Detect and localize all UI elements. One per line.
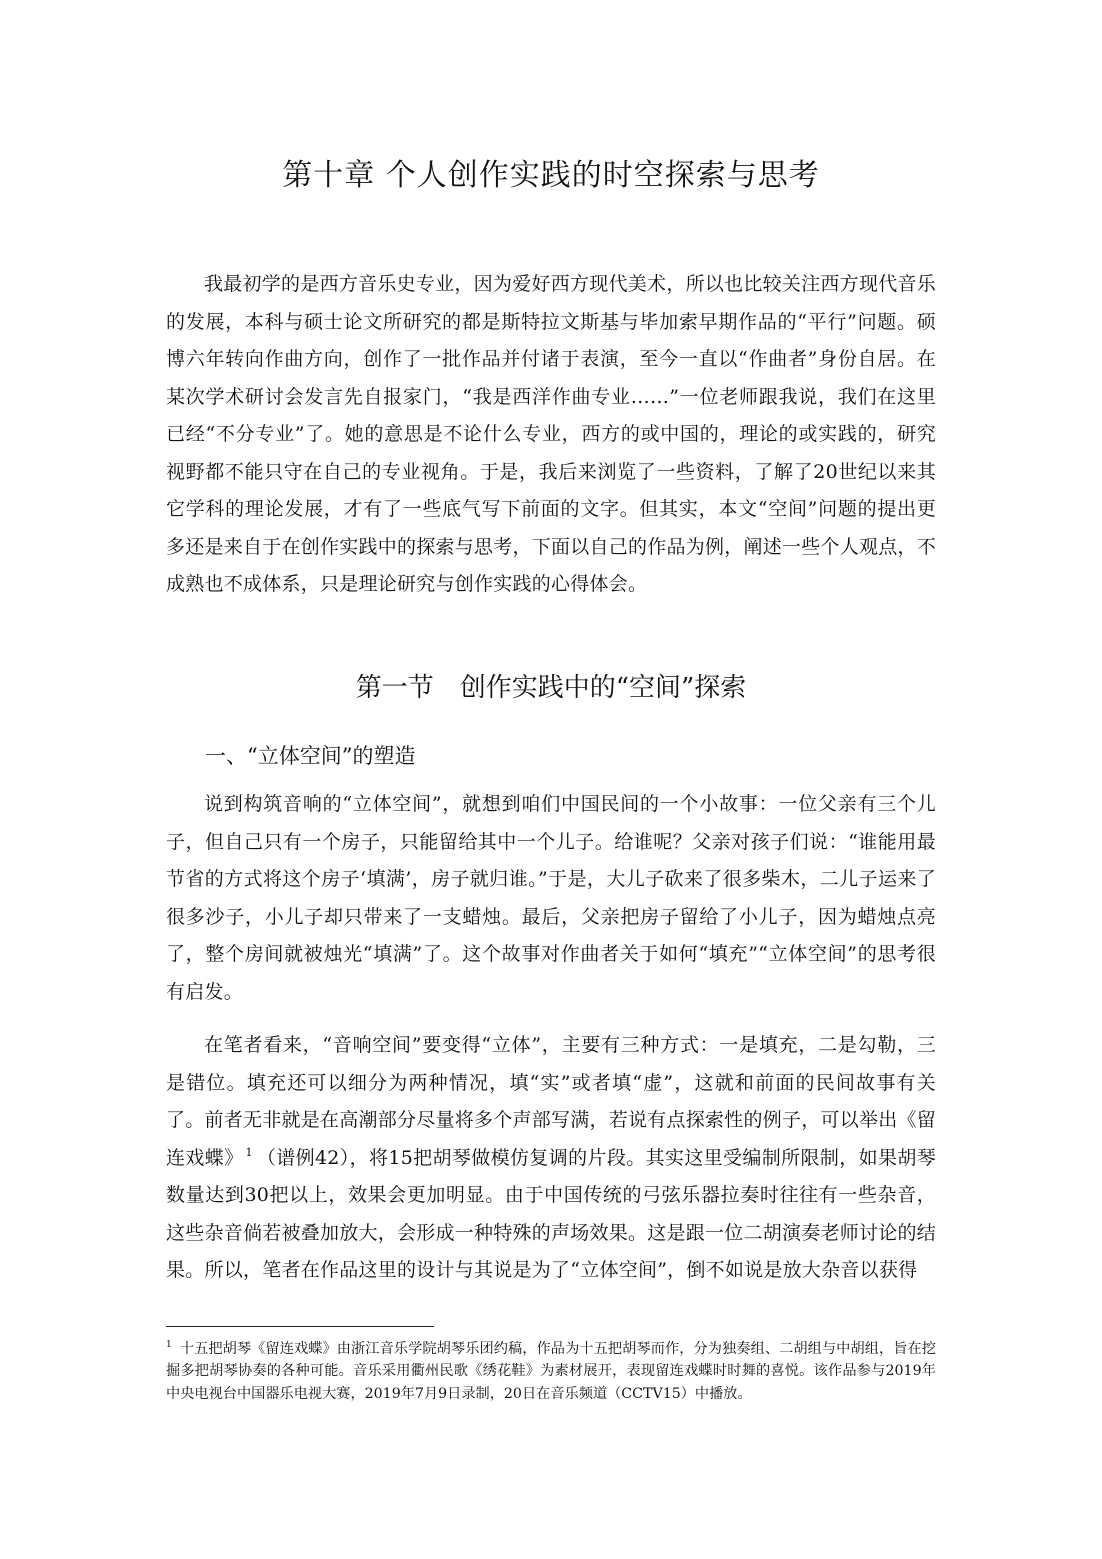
body-paragraph-2 — [166, 1027, 936, 1290]
body-paragraph-2-part-1: 在笔者看来，“音响空间”要变得“立体”，主要有三种方式：一是填充，二是勾勒，三是错位。填充还可以细分为两种情况，填“实”或者填“虚”，这就和前面的民间故事有关了。前者无非就是在高潮部分尽量将多个声部写满，若说有点探索性的例子，可以举出《留连戏蝶》 — [166, 1034, 937, 1169]
footnote — [166, 1338, 936, 1405]
body-paragraph-1: 说到构筑音响的“立体空间”，就想到咱们中国民间的一个小故事：一位父亲有三个儿子，但自己只有一个房子，只能留给其中一个儿子。给谁呢？父亲对孩子们说：“谁能用最节省的方式将这个房子‘填满’，房子就归谁。”于是，大儿子砍来了很多柴木，二儿子运来了很多沙子，小儿子却只带来了一支蜡烛。最后，父亲把房子留给了小儿子，因为蜡烛点亮了，整个房间就被烛光“填满”了。这个故事对作曲者关于如何“填充”“立体空间”的思考很有启发。 — [166, 793, 936, 1003]
subsection-title: 一、“立体空间”的塑造 — [205, 744, 416, 768]
footnote-mark: 1 — [166, 1340, 172, 1351]
section-number: 第一节 — [355, 673, 434, 703]
intro-paragraph: 我最初学的是西方音乐史专业，因为爱好西方现代美术，所以也比较关注西方现代音乐的发展，本科与硕士论文所研究的都是斯特拉文斯基与毕加索早期作品的“平行”问题。硕博六年转向作曲方向，创作了一批作品并付诸于表演，至今一直以“作曲者”身份自居。在某次学术研讨会发言先自报家门，“我是西洋作曲专业……”一位老师跟我说，我们在这里已经“不分专业”了。她的意思是不论什么专业，西方的或中国的，理论的或实践的，研究视野都不能只守在自己的专业视角。于是，我后来浏览了一些资料，了解了20世纪以来其它学科的理论发展，才有了一些底气写下前面的文字。但其实，本文“空间”问题的提出更多还是来自于在创作实践中的探索与思考，下面以自己的作品为例，阐述一些个人观点，不成熟也不成体系，只是理论研究与创作实践的心得体会。 — [166, 273, 937, 595]
footnote-divider — [166, 1326, 434, 1327]
body-paragraph-2-part-2: （谱例42），将15把胡琴做模仿复调的片段。其实这里受编制所限制，如果胡琴数量达到30把以上，效果会更加明显。由于中国传统的弓弦乐器拉奏时往往有一些杂音，这些杂音倘若被叠加放大，会形成一种特殊的声场效果。这是跟一位二胡演奏老师讨论的结果。所以，笔者在作品这里的设计与其说是为了“立体空间”，倒不如说是放大杂音以获得 — [166, 1146, 937, 1281]
footnote-text: 十五把胡琴《留连戏蝶》由浙江音乐学院胡琴乐团约稿，作品为十五把胡琴而作，分为独奏组、二胡组与中胡组，旨在挖掘多把胡琴协奏的各种可能。音乐采用衢州民歌《绣花鞋》为素材展开，表现留连戏蝶时时舞的喜悦。该作品参与2019年中央电视台中国器乐电视大赛，2019年7月9日录制，20日在音乐频道（CCTV15）中播放。 — [166, 1341, 936, 1402]
footnote-reference[interactable]: 1 — [245, 1146, 253, 1160]
section-title — [0, 666, 1102, 710]
section-title-text: 创作实践中的“空间”探索 — [459, 673, 747, 703]
chapter-title: 第十章 个人创作实践的时空探索与思考 — [282, 158, 820, 193]
